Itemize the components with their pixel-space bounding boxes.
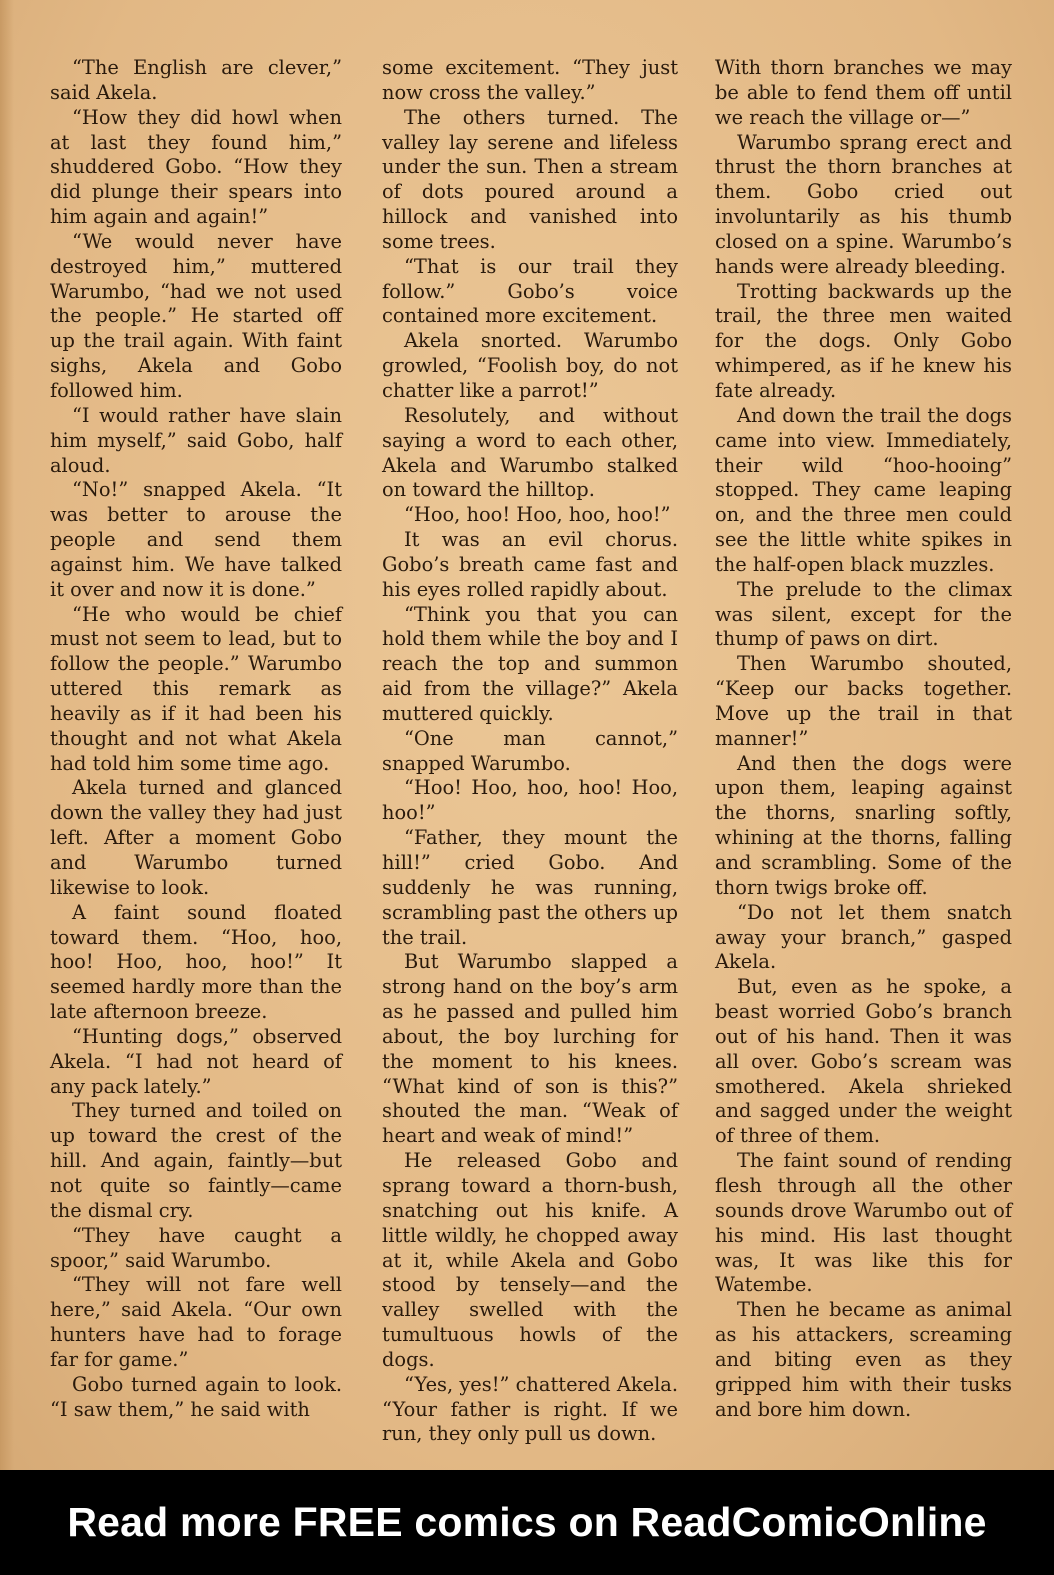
paragraph: The prelude to the climax was silent, except for the thump of paws on dirt. — [715, 577, 1012, 651]
paragraph: Warumbo sprang erect and thrust the thorn branches at them. Gobo cried out involuntarily as his thumb closed on a spine. Warumbo’s hands were already bleeding. — [715, 130, 1012, 278]
paragraph: Then he became as animal as his attackers, screaming and biting even as they gripped him with their tusks and bore him down. — [715, 1298, 1012, 1421]
paragraph: “That is our trail they follow.” Gobo’s voice contained more excitement. — [382, 254, 678, 328]
paragraph: Then Warumbo shouted, “Keep our backs together. Move up the trail in that manner!” — [715, 652, 1012, 750]
paragraph: “He who would be chief must not seem to lead, but to follow the people.” Warumbo uttered this remark as heavily as if it had been his thought and not what Akela had told him some time ago. — [50, 602, 342, 775]
promo-banner[interactable]: Read more FREE comics on ReadComicOnline — [0, 1470, 1054, 1575]
paragraph: A faint sound floated toward them. “Hoo, hoo, hoo! Hoo, hoo, hoo!” It seemed hardly more than the late afternoon breeze. — [50, 900, 342, 1024]
paragraph: “They will not fare well here,” said Akela. “Our own hunters have had to forage far for game.” — [50, 1273, 342, 1371]
paragraph: The faint sound of rending flesh through all the other sounds drove Warumbo out of his mind. His last thought was, It was like this for Watembe. — [715, 1149, 1012, 1297]
paragraph: The others turned. The valley lay serene and lifeless under the sun. Then a stream of dots poured around a hillock and vanished into some trees. — [382, 105, 678, 253]
paragraph: And then the dogs were upon them, leaping against the thorns, snarling softly, whining at the thorns, falling and scrambling. Some of the thorn twigs broke off. — [715, 751, 1012, 899]
paragraph-continued: some excitement. “They just now cross the valley.” — [382, 56, 678, 104]
text-column-3 — [715, 56, 1012, 1422]
page-edge — [0, 0, 14, 1470]
paragraph: “One man cannot,” snapped Warumbo. — [382, 726, 678, 775]
text-column-1 — [50, 56, 342, 1422]
paragraph: “Father, they mount the hill!” cried Gobo. And suddenly he was running, scrambling past the others up the trail. — [382, 826, 678, 949]
paragraph: Gobo turned again to look. “I saw them,” he said with — [50, 1372, 342, 1421]
paragraph: “We would never have destroyed him,” muttered Warumbo, “had we not used the people.” He started off up the trail again. With faint sighs, Akela and Gobo followed him. — [50, 229, 342, 402]
text-column-2 — [382, 56, 678, 1447]
paragraph: “No!” snapped Akela. “It was better to arouse the people and send them against him. We have talked it over and now it is done.” — [50, 478, 342, 601]
paragraph: “How they did howl when at last they found him,” shuddered Gobo. “How they did plunge their spears into him again and again!” — [50, 105, 342, 229]
paragraph: “Yes, yes!” chattered Akela. “Your father is right. If we run, they only pull us down. — [382, 1372, 679, 1446]
paragraph: “Hunting dogs,” observed Akela. “I had not heard of any pack lately.” — [50, 1024, 342, 1098]
paragraph: “Think you that you can hold them while the boy and I reach the top and summon aid from the village?” Akela muttered quickly. — [382, 602, 678, 725]
paragraph: “I would rather have slain him myself,” said Gobo, half aloud. — [50, 403, 342, 477]
paragraph: Resolutely, and without saying a word to each other, Akela and Warumbo stalked on toward the hilltop. — [382, 403, 678, 502]
paragraph: He released Gobo and sprang toward a thorn-bush, snatching out his knife. A little wildly, he chopped away at it, while Akela and Gobo stood by tensely—and the valley swelled with the tumultuous howls of the dogs. — [382, 1149, 678, 1371]
paragraph: They turned and toiled on up toward the crest of the hill. And again, faintly—but not quite so faintly—came the dismal cry. — [50, 1099, 342, 1222]
paragraph: “They have caught a spoor,” said Warumbo. — [50, 1223, 342, 1272]
paragraph: “Hoo, hoo! Hoo, hoo, hoo!” — [404, 503, 671, 527]
paragraph-continued: With thorn branches we may be able to fend them off until we reach the village or—” — [715, 56, 1012, 129]
paragraph: “Do not let them snatch away your branch,” gasped Akela. — [715, 900, 1012, 974]
paragraph: It was an evil chorus. Gobo’s breath came fast and his eyes rolled rapidly about. — [382, 528, 678, 601]
paragraph: “The English are clever,” said Akela. — [50, 56, 342, 104]
paragraph: But Warumbo slapped a strong hand on the boy’s arm as he passed and pulled him about, the boy lurching for the moment to his knees. “What kind of son is this?” shouted the man. “Weak of heart and weak of mind!” — [382, 950, 678, 1148]
paragraph: Akela snorted. Warumbo growled, “Foolish boy, do not chatter like a parrot!” — [382, 329, 678, 402]
paragraph: Akela turned and glanced down the valley they had just left. After a moment Gobo and Warumbo turned likewise to look. — [50, 776, 342, 899]
paragraph: But, even as he spoke, a beast worried Gobo’s branch out of his hand. Then it was all over. Gobo’s scream was smothered. Akela shrieked and sagged under the weight of three of them. — [715, 975, 1012, 1148]
paragraph: “Hoo! Hoo, hoo, hoo! Hoo, hoo!” — [382, 776, 678, 825]
paragraph: Trotting backwards up the trail, the three men waited for the dogs. Only Gobo whimpered, as if he knew his fate already. — [715, 279, 1012, 402]
paragraph: And down the trail the dogs came into view. Immediately, their wild “hoo-hooing” stopped. They came leaping on, and the three men could see the little white spikes in the half-open black muzzles. — [715, 403, 1012, 576]
